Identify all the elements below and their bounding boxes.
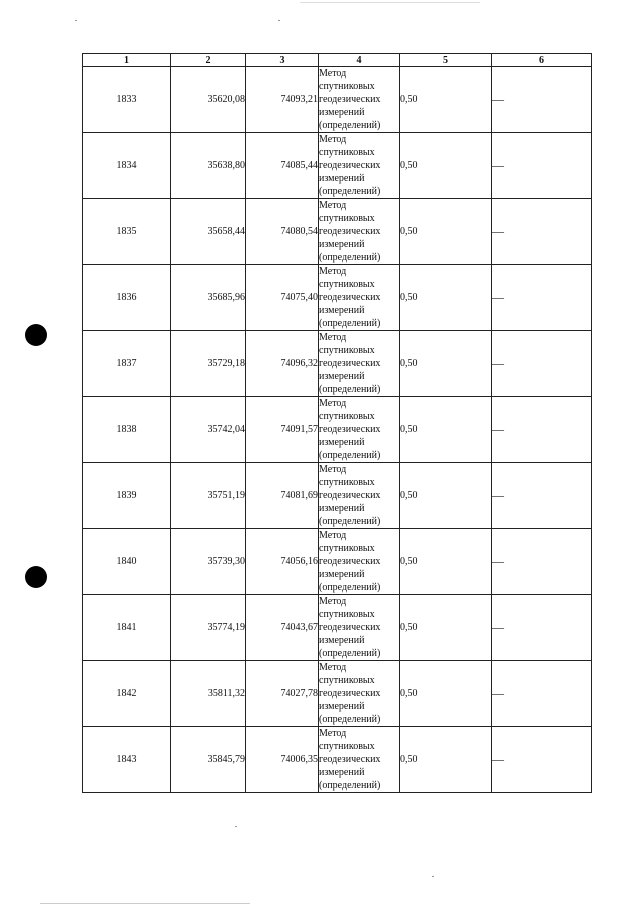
x-coordinate-cell: 35811,32 xyxy=(171,661,246,727)
method-text-line: (определений) xyxy=(319,252,381,263)
method-text-line: Метод xyxy=(319,530,347,541)
method-text-line: спутниковых xyxy=(319,279,375,290)
punch-hole-upper xyxy=(25,324,47,346)
table-row xyxy=(83,727,592,793)
method-text-line: Метод xyxy=(319,68,347,79)
x-coordinate-cell: 35685,96 xyxy=(171,265,246,331)
method-text-line: геодезических xyxy=(319,490,381,501)
method-text-line: (определений) xyxy=(319,648,381,659)
note-cell: — xyxy=(492,265,592,331)
x-coordinate-cell: 35845,79 xyxy=(171,727,246,793)
point-number-cell: 1838 xyxy=(83,397,171,463)
accuracy-cell: 0,50 xyxy=(400,265,492,331)
note-cell: — xyxy=(492,133,592,199)
accuracy-cell: 0,50 xyxy=(400,199,492,265)
note-cell: — xyxy=(492,199,592,265)
method-text-line: (определений) xyxy=(319,384,381,395)
column-header: 6 xyxy=(492,54,592,67)
point-number-cell: 1837 xyxy=(83,331,171,397)
accuracy-cell: 0,50 xyxy=(400,67,492,133)
y-coordinate-cell: 74027,78 xyxy=(246,661,319,727)
table-body xyxy=(83,67,592,793)
y-coordinate-cell: 74091,57 xyxy=(246,397,319,463)
point-number-cell: 1842 xyxy=(83,661,171,727)
y-coordinate-cell: 74043,67 xyxy=(246,595,319,661)
column-header: 4 xyxy=(319,54,400,67)
method-text-line: спутниковых xyxy=(319,411,375,422)
method-text-line: геодезических xyxy=(319,226,381,237)
method-text-line: геодезических xyxy=(319,292,381,303)
method-cell xyxy=(319,67,400,133)
y-coordinate-cell: 74075,40 xyxy=(246,265,319,331)
scan-edge-line xyxy=(300,2,480,3)
note-cell: — xyxy=(492,595,592,661)
method-text-line: Метод xyxy=(319,464,347,475)
accuracy-cell: 0,50 xyxy=(400,397,492,463)
note-cell: — xyxy=(492,397,592,463)
scan-speck xyxy=(235,826,237,827)
punch-hole-lower xyxy=(25,566,47,588)
table-row xyxy=(83,331,592,397)
method-text-line: геодезических xyxy=(319,160,381,171)
method-text-line: Метод xyxy=(319,332,347,343)
coordinates-table xyxy=(82,53,592,793)
method-cell xyxy=(319,463,400,529)
scan-speck xyxy=(432,876,434,877)
method-text-line: геодезических xyxy=(319,424,381,435)
x-coordinate-cell: 35751,19 xyxy=(171,463,246,529)
point-number-cell: 1834 xyxy=(83,133,171,199)
x-coordinate-cell: 35742,04 xyxy=(171,397,246,463)
method-cell xyxy=(319,265,400,331)
method-text-line: Метод xyxy=(319,398,347,409)
method-cell xyxy=(319,397,400,463)
x-coordinate-cell: 35638,80 xyxy=(171,133,246,199)
method-text-line: измерений xyxy=(319,701,365,712)
y-coordinate-cell: 74006,35 xyxy=(246,727,319,793)
method-text-line: геодезических xyxy=(319,556,381,567)
method-cell xyxy=(319,727,400,793)
table-row xyxy=(83,133,592,199)
x-coordinate-cell: 35620,08 xyxy=(171,67,246,133)
note-cell: — xyxy=(492,727,592,793)
method-text-line: (определений) xyxy=(319,780,381,791)
method-cell xyxy=(319,199,400,265)
method-text-line: спутниковых xyxy=(319,609,375,620)
column-header: 5 xyxy=(400,54,492,67)
method-text-line: спутниковых xyxy=(319,477,375,488)
method-text-line: Метод xyxy=(319,200,347,211)
method-text-line: Метод xyxy=(319,134,347,145)
method-text-line: спутниковых xyxy=(319,81,375,92)
method-text-line: спутниковых xyxy=(319,345,375,356)
method-text-line: измерений xyxy=(319,437,365,448)
method-text-line: геодезических xyxy=(319,688,381,699)
method-text-line: измерений xyxy=(319,503,365,514)
point-number-cell: 1839 xyxy=(83,463,171,529)
note-cell: — xyxy=(492,529,592,595)
accuracy-cell: 0,50 xyxy=(400,463,492,529)
method-cell xyxy=(319,331,400,397)
method-text-line: измерений xyxy=(319,635,365,646)
y-coordinate-cell: 74096,32 xyxy=(246,331,319,397)
method-text-line: (определений) xyxy=(319,450,381,461)
method-text-line: (определений) xyxy=(319,516,381,527)
accuracy-cell: 0,50 xyxy=(400,727,492,793)
method-text-line: спутниковых xyxy=(319,543,375,554)
method-text-line: измерений xyxy=(319,305,365,316)
accuracy-cell: 0,50 xyxy=(400,661,492,727)
x-coordinate-cell: 35658,44 xyxy=(171,199,246,265)
table-header-row xyxy=(83,54,592,67)
y-coordinate-cell: 74080,54 xyxy=(246,199,319,265)
method-cell xyxy=(319,661,400,727)
method-text-line: измерений xyxy=(319,569,365,580)
method-text-line: Метод xyxy=(319,596,347,607)
method-text-line: Метод xyxy=(319,662,347,673)
method-text-line: геодезических xyxy=(319,94,381,105)
accuracy-cell: 0,50 xyxy=(400,595,492,661)
method-text-line: (определений) xyxy=(319,120,381,131)
table-row xyxy=(83,595,592,661)
y-coordinate-cell: 74085,44 xyxy=(246,133,319,199)
method-text-line: измерений xyxy=(319,173,365,184)
scan-speck xyxy=(75,20,77,21)
point-number-cell: 1835 xyxy=(83,199,171,265)
method-text-line: (определений) xyxy=(319,318,381,329)
method-text-line: спутниковых xyxy=(319,147,375,158)
table-row xyxy=(83,529,592,595)
method-text-line: геодезических xyxy=(319,622,381,633)
method-text-line: спутниковых xyxy=(319,213,375,224)
method-text-line: измерений xyxy=(319,239,365,250)
method-text-line: геодезических xyxy=(319,358,381,369)
table-row xyxy=(83,199,592,265)
point-number-cell: 1841 xyxy=(83,595,171,661)
column-header: 2 xyxy=(171,54,246,67)
method-cell xyxy=(319,133,400,199)
method-text-line: (определений) xyxy=(319,714,381,725)
accuracy-cell: 0,50 xyxy=(400,331,492,397)
accuracy-cell: 0,50 xyxy=(400,529,492,595)
table-row xyxy=(83,463,592,529)
method-cell xyxy=(319,595,400,661)
note-cell: — xyxy=(492,661,592,727)
method-text-line: (определений) xyxy=(319,582,381,593)
table-row xyxy=(83,397,592,463)
method-cell xyxy=(319,529,400,595)
y-coordinate-cell: 74093,21 xyxy=(246,67,319,133)
scan-edge-line-bottom xyxy=(40,903,250,904)
method-text-line: спутниковых xyxy=(319,675,375,686)
method-text-line: измерений xyxy=(319,767,365,778)
method-text-line: спутниковых xyxy=(319,741,375,752)
scan-speck xyxy=(278,20,280,21)
point-number-cell: 1840 xyxy=(83,529,171,595)
method-text-line: (определений) xyxy=(319,186,381,197)
method-text-line: измерений xyxy=(319,371,365,382)
accuracy-cell: 0,50 xyxy=(400,133,492,199)
method-text-line: Метод xyxy=(319,266,347,277)
method-text-line: геодезических xyxy=(319,754,381,765)
method-text-line: измерений xyxy=(319,107,365,118)
point-number-cell: 1843 xyxy=(83,727,171,793)
column-header: 1 xyxy=(83,54,171,67)
column-header: 3 xyxy=(246,54,319,67)
note-cell: — xyxy=(492,67,592,133)
y-coordinate-cell: 74081,69 xyxy=(246,463,319,529)
point-number-cell: 1833 xyxy=(83,67,171,133)
y-coordinate-cell: 74056,16 xyxy=(246,529,319,595)
note-cell: — xyxy=(492,331,592,397)
x-coordinate-cell: 35729,18 xyxy=(171,331,246,397)
x-coordinate-cell: 35739,30 xyxy=(171,529,246,595)
table-row xyxy=(83,265,592,331)
x-coordinate-cell: 35774,19 xyxy=(171,595,246,661)
table-row xyxy=(83,661,592,727)
note-cell: — xyxy=(492,463,592,529)
table-row xyxy=(83,67,592,133)
method-text-line: Метод xyxy=(319,728,347,739)
point-number-cell: 1836 xyxy=(83,265,171,331)
